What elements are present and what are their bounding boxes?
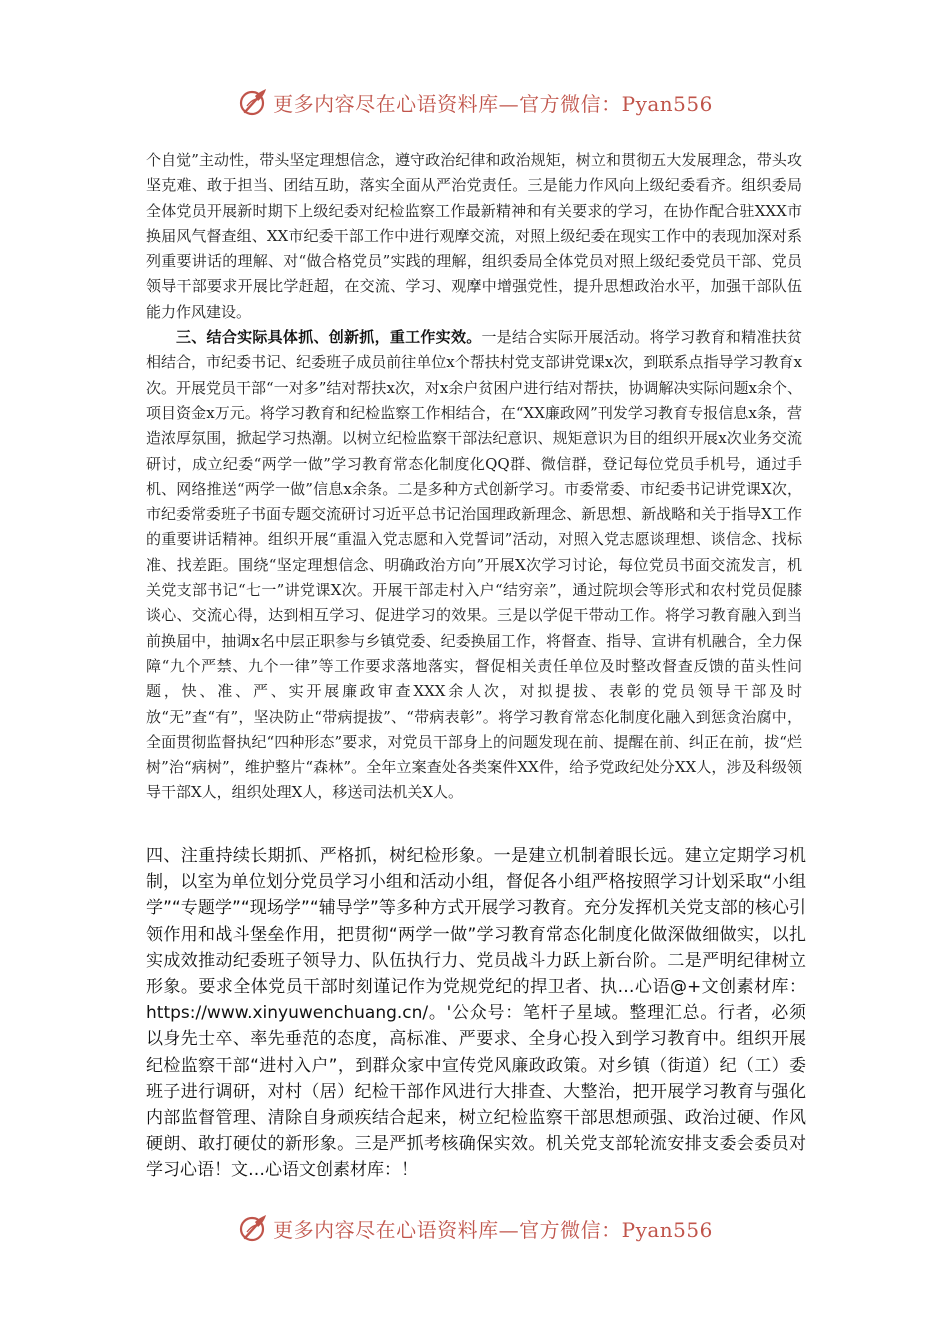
body-section-b — [146, 843, 806, 1184]
paragraph-3: 四、注重持续长期抓、严格抓，树纪检形象。一是建立机制着眼长远。建立定期学习机制，以室为单位划分党员学习小组和活动小组，督促各小组严格按照学习计划采取“小组学”“专题学”“现场学”“辅导学”等多种方式开展学习教育。充分发挥机关党支部的核心引领作用和战斗堡垒作用，把贯彻“两学一做”学习教育常态化制度化做深做细做实，以扎实成效推动纪委班子领导力、队伍执行力、党员战斗力跃上新台阶。二是严明纪律树立形象。要求全体党员干部时刻谨记作为党规党纪的捍卫者、执…心语@+文创素材库：https://www.xinyuwenchuang.cn/。'公众号：笔杆子星域。整理汇总。行者，必须以身先士卒、率先垂范的态度，高标准、严要求、全身心投入到学习教育中。组织开展纪检监察干部“进村入户”，到群众家中宣传党风廉政政策。对乡镇（街道）纪（工）委班子进行调研，对村（居）纪检干部作风进行大排查、大整治，把开展学习教育与强化内部监督管理、清除自身顽疾结合起来，树立纪检监察干部思想顽强、政治过硬、作风硬朗、敢打硬仗的新形象。三是严抓考核确保实效。机关党支部轮流安排支委会委员对学习心语！文…心语文创素材库：！ — [146, 846, 806, 1181]
quill-logo-icon — [237, 86, 269, 118]
section-heading-3: 三、结合实际具体抓、创新抓，重工作实效。 — [176, 328, 482, 347]
paragraph-2-body: 一是结合实际开展活动。将学习教育和精准扶贫相结合，市纪委书记、纪委班子成员前往单位x个帮扶村党支部讲党课x次，到联系点指导学习教育x次。开展党员干部“一对多”结对帮扶x次，对x余户贫困户进行结对帮扶，协调解决实际问题x余个、项目资金x万元。将学习教育和纪检监察工作相结合，在“XX廉政网”刊发学习教育专报信息x条，营造浓厚氛围，掀起学习热潮。以树立纪检监察干部法纪意识、规矩意识为目的组织开展x次业务交流研讨，成立纪委“两学一做”学习教育常态化制度化QQ群、微信群，登记每位党员手机号，通过手机、网络推送“两学一做”信息x余条。二是多种方式创新学习。市委常委、市纪委书记讲党课X次，市纪委常委班子书面专题交流研讨习近平总书记治国理政新理念、新思想、新战略和关于指导X工作的重要讲话精神。组织开展“重温入党志愿和入党誓词”活动，对照入党志愿谈理想、谈信念、找标准、找差距。围绕“坚定理想信念、明确政治方向”开展X次学习讨论，每位党员书面交流发言，机关党支部书记“七一”讲党课X次。开展干部走村入户“结穷亲”，通过院坝会等形式和农村党员促膝谈心、交流心得，达到相互学习、促进学习的效果。三是以学促干带动工作。将学习教育融入到当前换届中，抽调x名中层正职参与乡镇党委、纪委换届工作，将督查、指导、宣讲有机融合，全力保障“九个严禁、九个一律”等工作要求落地落实，督促相关责任单位及时整改督查反馈的苗头性问题，快、准、严、实开展廉政审查XXX余人次，对拟提拔、表彰的党员领导干部及时放“无”查“有”，坚决防止“带病提拔”、“带病表彰”。将学习教育常态化制度化融入到惩贪治腐中，全面贯彻监督执纪“四种形态”要求，对党员干部身上的问题发现在前、提醒在前、纠正在前，拔“烂树”治“病树”，维护整片“森林”。全年立案查处各类案件XX件，给予党政纪处分XX人，涉及科级领导干部X人，组织处理X人，移送司法机关X人。 — [146, 328, 802, 802]
footer-banner — [0, 1208, 950, 1248]
banner-text: 更多内容尽在心语资料库—官方微信：Pyan556 — [273, 1217, 713, 1242]
header-banner — [0, 82, 950, 122]
quill-logo-icon — [237, 1212, 269, 1244]
banner-text: 更多内容尽在心语资料库—官方微信：Pyan556 — [273, 91, 713, 116]
body-section-a — [146, 148, 802, 806]
paragraph-2 — [146, 325, 802, 806]
paragraph-1: 个自觉”主动性，带头坚定理想信念，遵守政治纪律和政治规矩，树立和贯彻五大发展理念，带头攻坚克难、敢于担当、团结互助，落实全面从严治党责任。三是能力作风向上级纪委看齐。组织委局全体党员开展新时期下上级纪委对纪检监察工作最新精神和有关要求的学习，在协作配合驻XXX市换届风气督查组、XX市纪委干部工作中进行观摩交流，对照上级纪委在现实工作中的表现加深对系列重要讲话的理解、对“做合格党员”实践的理解，组织委局全体党员对照上级纪委党员干部、党员领导干部要求开展比学赶超，在交流、学习、观摩中增强党性，提升思想政治水平，加强干部队伍能力作风建设。 — [146, 151, 802, 321]
